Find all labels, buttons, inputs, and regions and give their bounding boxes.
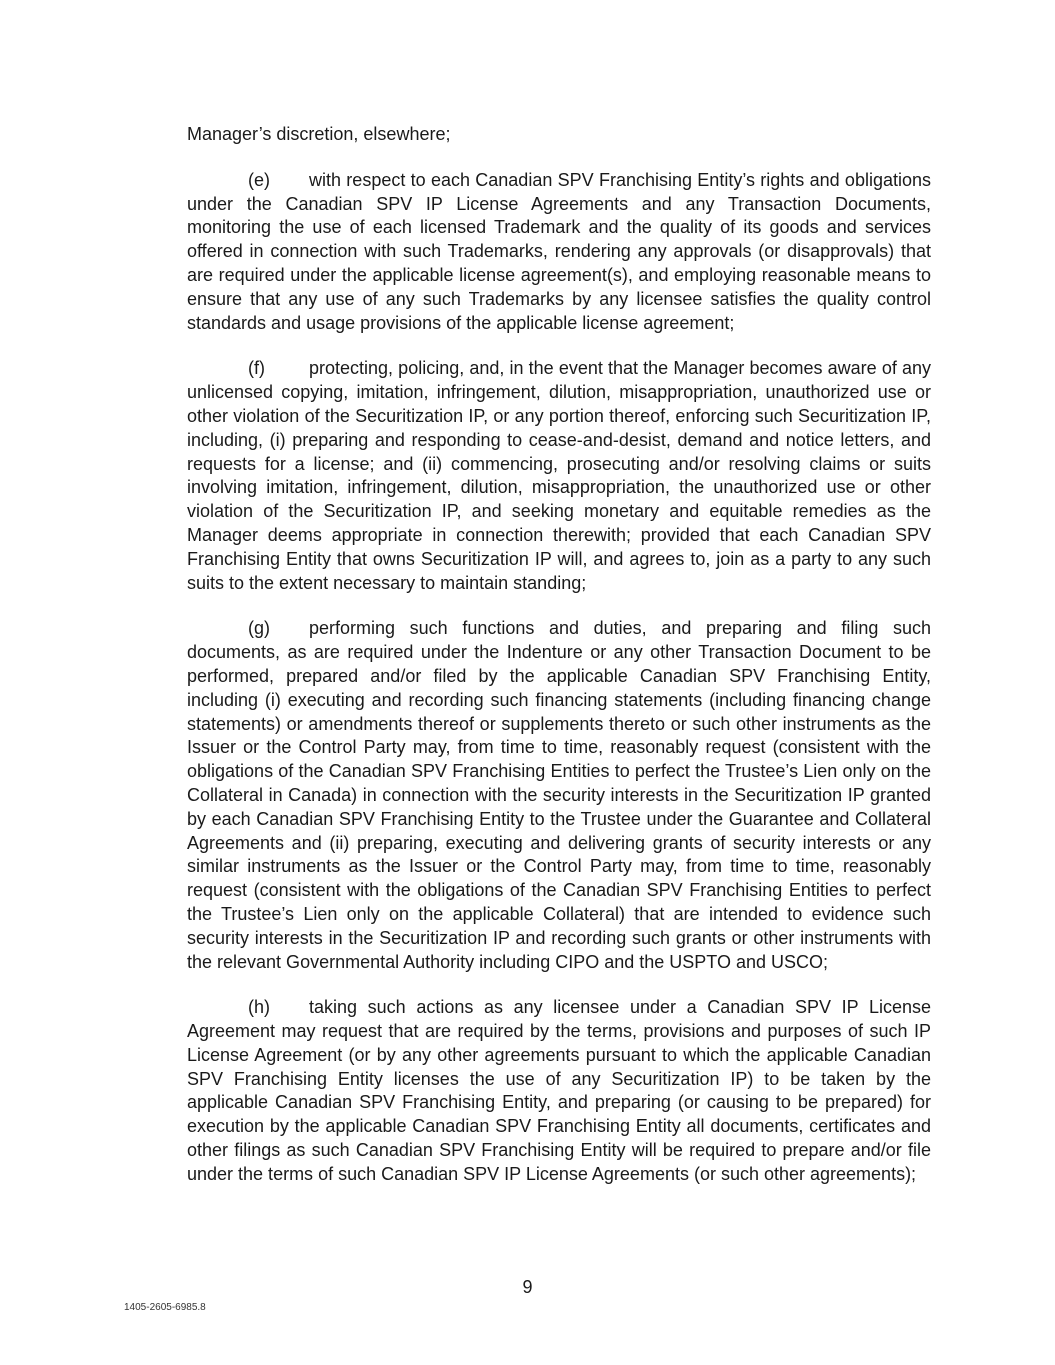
document-id: 1405-2605-6985.8 <box>124 1302 206 1313</box>
clause-text: performing such functions and duties, and preparing and filing such documents, as are required under the Indenture or any other Transaction Document to be performed, prepared and/or filed by the applicable Canadian SPV Franchising Entity, including (i) executing and recording such financing statements (including financing change statements) or amendments thereof or supplements thereto or such other instruments as the Issuer or the Control Party may, from time to time, reasonably request (consistent with the obligations of the Canadian SPV Franchising Entities to perfect the Trustee’s Lien only on the Collateral in Canada) in connection with the security interests in the Securitization IP granted by each Canadian SPV Franchising Entity to the Trustee under the Guarantee and Collateral Agreements and (ii) preparing, executing and delivering grants of security interests or any similar instruments as the Issuer or the Control Party may, from time to time, reasonably request (consistent with the obligations of the Canadian SPV Franchising Entities to perfect the Trustee’s Lien only on the applicable Collateral) that are intended to evidence such security interests in the Securitization IP and recording such grants or other instruments with the relevant Governmental Authority including CIPO and the USPTO and USCO; <box>187 618 931 972</box>
clause-marker: (h) <box>248 997 270 1018</box>
document-body <box>187 123 931 1209</box>
clause-h <box>187 996 931 1186</box>
clause-marker: (e) <box>248 169 270 190</box>
clause-e <box>187 169 931 336</box>
continuation-paragraph <box>187 123 931 147</box>
clause-f <box>187 357 931 595</box>
clause-text: with respect to each Canadian SPV Franchising Entity’s rights and obligations under the Canadian SPV IP License Agreements and any Transaction Documents, monitoring the use of each licensed Trademark and the quality of its goods and services offered in connection with such Trademarks, rendering any approvals (or disapprovals) that are required under the applicable license agreement(s), and employing reasonable means to ensure that any use of any such Trademarks by any licensee satisfies the quality control standards and usage provisions of the applicable license agreement; <box>187 169 931 333</box>
continuation-text: Manager’s discretion, elsewhere; <box>187 124 451 144</box>
clause-g <box>187 617 931 974</box>
clause-text: taking such actions as any licensee under a Canadian SPV IP License Agreement may request that are required by the terms, provisions and purposes of such IP License Agreement (or by any other agreements pursuant to which the applicable Canadian SPV Franchising Entity licenses the use of any Securitization IP) to be taken by the applicable Canadian SPV Franchising Entity, and preparing (or causing to be prepared) for execution by the applicable Canadian SPV Franchising Entity all documents, certificates and other filings as such Canadian SPV Franchising Entity will be required to prepare and/or file under the terms of such Canadian SPV IP License Agreements (or such other agreements); <box>187 997 931 1184</box>
clause-marker: (f) <box>248 358 265 379</box>
page-number: 9 <box>522 1277 533 1297</box>
clause-marker: (g) <box>248 618 270 639</box>
clause-text: protecting, policing, and, in the event that the Manager becomes aware of any unlicensed copying, imitation, infringement, dilution, misappropriation, unauthorized use or other violation of the Securitization IP, or any portion thereof, enforcing such Securitization IP, including, (i) preparing and responding to cease-and-desist, demand and notice letters, and requests for a license; and (ii) commencing, prosecuting and/or resolving claims or suits involving imitation, infringement, dilution, misappropriation, the unauthorized use or other violation of the Securitization IP, and seeking monetary and equitable remedies as the Manager deems appropriate in connection therewith; provided that each Canadian SPV Franchising Entity that owns Securitization IP will, and agrees to, join as a party to any such suits to the extent necessary to maintain standing; <box>187 358 931 593</box>
